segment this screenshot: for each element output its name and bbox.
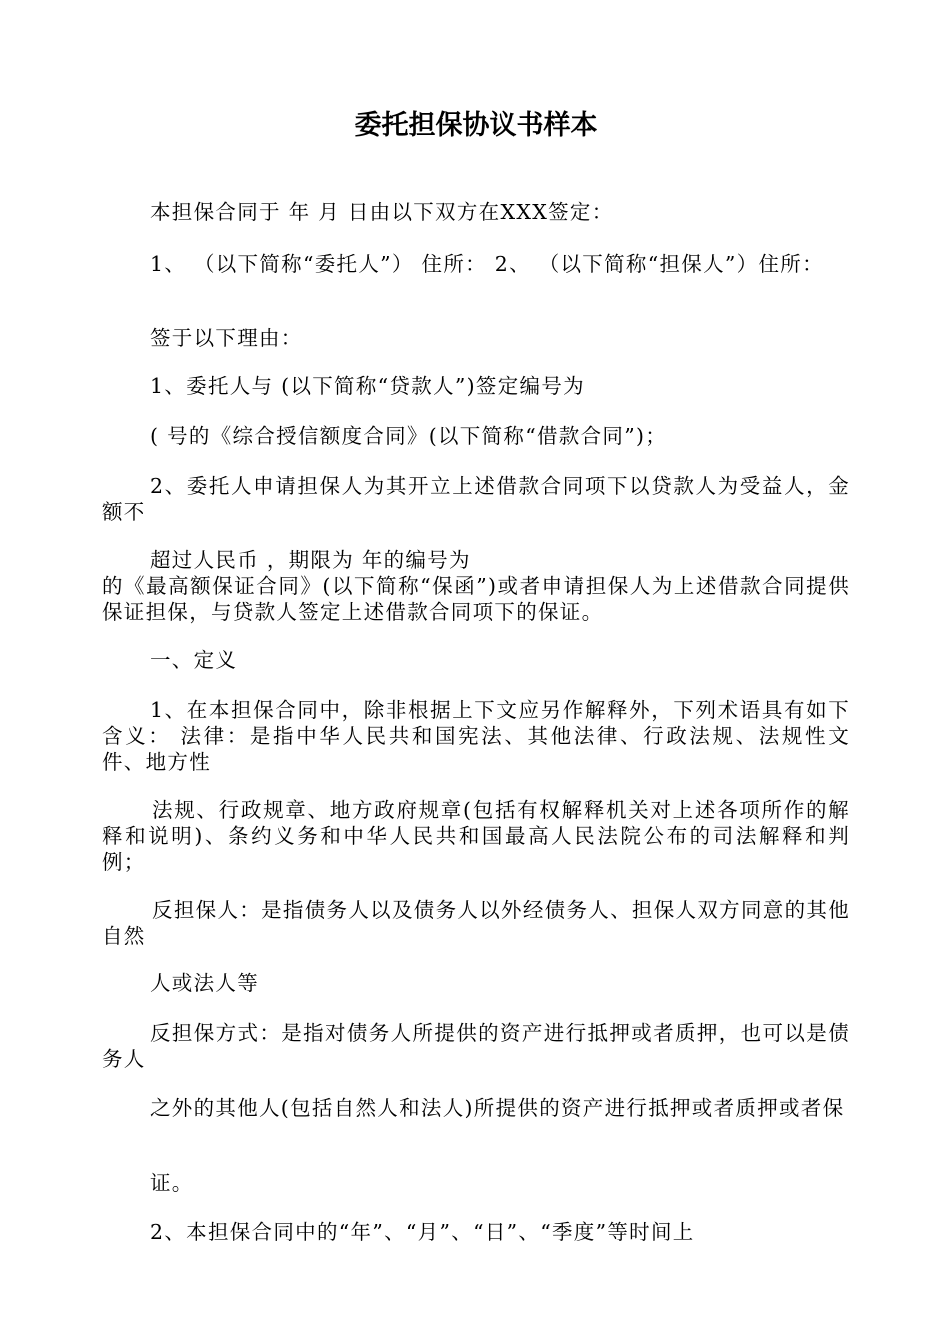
paragraph-parties: 1、 （以下简称“委托人”） 住所： 2、 （以下简称“担保人”）住所： bbox=[150, 252, 824, 276]
paragraph-reason-1: 1、委托人与 (以下简称“贷款人”)签定编号为 bbox=[150, 374, 585, 398]
paragraph-definition-counter-guarantor: 反担保人：是指债务人以及债务人以外经债务人、担保人双方同意的其他自然 bbox=[102, 898, 850, 948]
paragraph-definition-counter-guarantee-method: 反担保方式：是指对债务人所提供的资产进行抵押或者质押，也可以是债务人 bbox=[102, 1021, 850, 1071]
paragraph-reason-2: 2、委托人申请担保人为其开立上述借款合同项下以贷款人为受益人，金额不 bbox=[102, 474, 850, 524]
paragraph-reasons-heading: 签于以下理由： bbox=[150, 326, 303, 350]
paragraph-definition-time-units: 2、本担保合同中的“年”、“月”、“日”、“季度”等时间上 bbox=[150, 1220, 695, 1244]
paragraph-definition-counter-guarantor-continued: 人或法人等 bbox=[150, 971, 259, 995]
paragraph-credit-contract: ( 号的《综合授信额度合同》(以下简称“借款合同”)； bbox=[150, 424, 668, 448]
paragraph-definition-counter-guarantee-method-continued: 之外的其他人(包括自然人和法人)所提供的资产进行抵押或者质押或者保 bbox=[150, 1096, 845, 1120]
paragraph-definition-end: 证。 bbox=[150, 1171, 194, 1195]
paragraph-signing-date: 本担保合同于 年 月 日由以下双方在XXX签定： bbox=[150, 200, 614, 224]
paragraph-amount-limit: 超过人民币 ，期限为 年的编号为 bbox=[150, 548, 471, 572]
paragraph-definition-law-continued: 法规、行政规章、地方政府规章(包括有权解释机关对上述各项所作的解释和说明)、条约义务和中华人民共和国最高人民法院公布的司法解释和判例； bbox=[102, 798, 850, 874]
document-title: 委托担保协议书样本 bbox=[354, 110, 598, 141]
paragraph-definition-law: 1、在本担保合同中，除非根据上下文应另作解释外，下列术语具有如下含义： 法律：是指中华人民共和国宪法、其他法律、行政法规、法规性文件、地方性 bbox=[102, 698, 850, 774]
paragraph-guarantee-contract: 的《最高额保证合同》(以下简称“保函”)或者申请担保人为上述借款合同提供保证担保，与贷款人签定上述借款合同项下的保证。 bbox=[102, 574, 850, 624]
section-heading-definitions: 一、定义 bbox=[150, 648, 238, 672]
